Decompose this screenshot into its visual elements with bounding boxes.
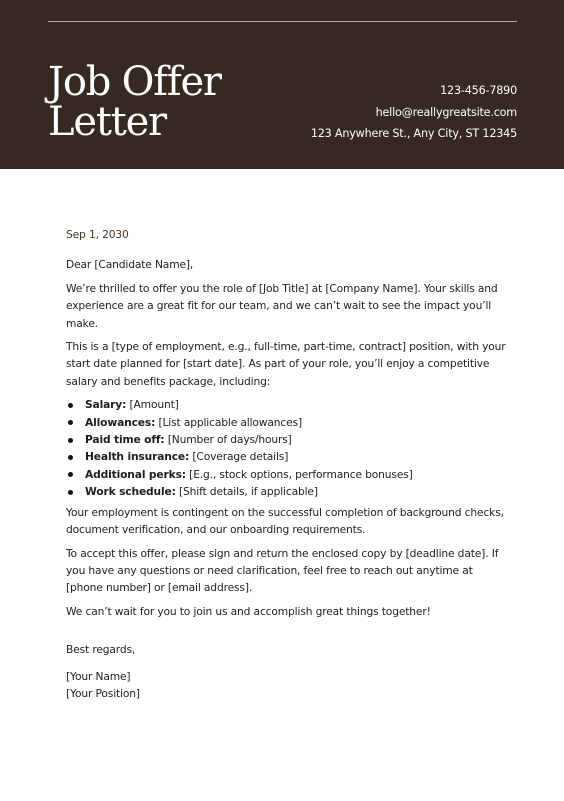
paragraph-contingency: Your employment is contingent on the successful completion of background checks, document verification, and our onboarding requirements. [66,505,504,537]
benefit-label: Work schedule: [85,485,176,499]
letter-date: Sep 1, 2030 [66,228,129,241]
benefits-list [66,396,506,500]
benefit-label: Paid time off: [85,433,165,447]
benefit-value: [Coverage details] [189,450,289,464]
paragraph-closing-remark: We can’t wait for you to join us and accomplish great things together! [66,604,431,618]
benefit-value: [Number of days/hours] [164,433,292,447]
contact-address: 123 Anywhere St., Any City, ST 12345 [310,127,517,140]
signer-position: [Your Position] [66,686,140,700]
benefit-label: Additional perks: [85,467,186,481]
benefit-item-allowances [66,414,506,431]
benefit-label: Health insurance: [85,450,190,464]
closing-phrase: Best regards, [66,643,136,657]
salutation: Dear [Candidate Name], [66,258,194,272]
benefit-item-work-schedule [66,483,506,500]
contact-info [311,84,517,149]
title-line-1: Job Offer [48,59,221,105]
benefit-label: Allowances: [85,415,156,429]
contact-phone: 123-456-7890 [440,84,517,97]
benefit-value: [Amount] [126,398,179,412]
contact-email: hello@reallygreatsite.com [375,105,517,119]
header-divider [48,21,517,22]
paragraph-acceptance: To accept this offer, please sign and return the enclosed copy by [deadline date]. If you have any questions or need clarification, feel free to reach out anytime at [phone number] or [email address]. [66,546,499,595]
benefit-item-additional-perks [66,466,506,483]
paragraph-employment: This is a [type of employment, e.g., full-time, part-time, contract] position, with your start date planned for [start date]. As part of your role, you’ll enjoy a competitive salary and benefits package, including: [66,340,506,388]
document-title [48,59,221,145]
paragraph-intro: We’re thrilled to offer you the role of [Job Title] at [Company Name]. Your skills and experience are a great fit for our team, and we can’t wait to see the impact you’ll make. [66,281,498,330]
benefit-item-salary [66,396,506,413]
letter-body [66,226,506,702]
letterhead [0,0,564,169]
title-line-2: Letter [48,99,166,145]
benefit-value: [Shift details, if applicable] [175,485,318,499]
benefit-item-health-insurance [66,448,506,465]
benefit-item-paid-time-off [66,431,506,448]
benefit-value: [E.g., stock options, performance bonuses] [185,467,413,481]
benefit-value: [List applicable allowances] [155,415,303,429]
benefit-label: Salary: [85,398,127,412]
signer-name: [Your Name] [66,669,131,683]
